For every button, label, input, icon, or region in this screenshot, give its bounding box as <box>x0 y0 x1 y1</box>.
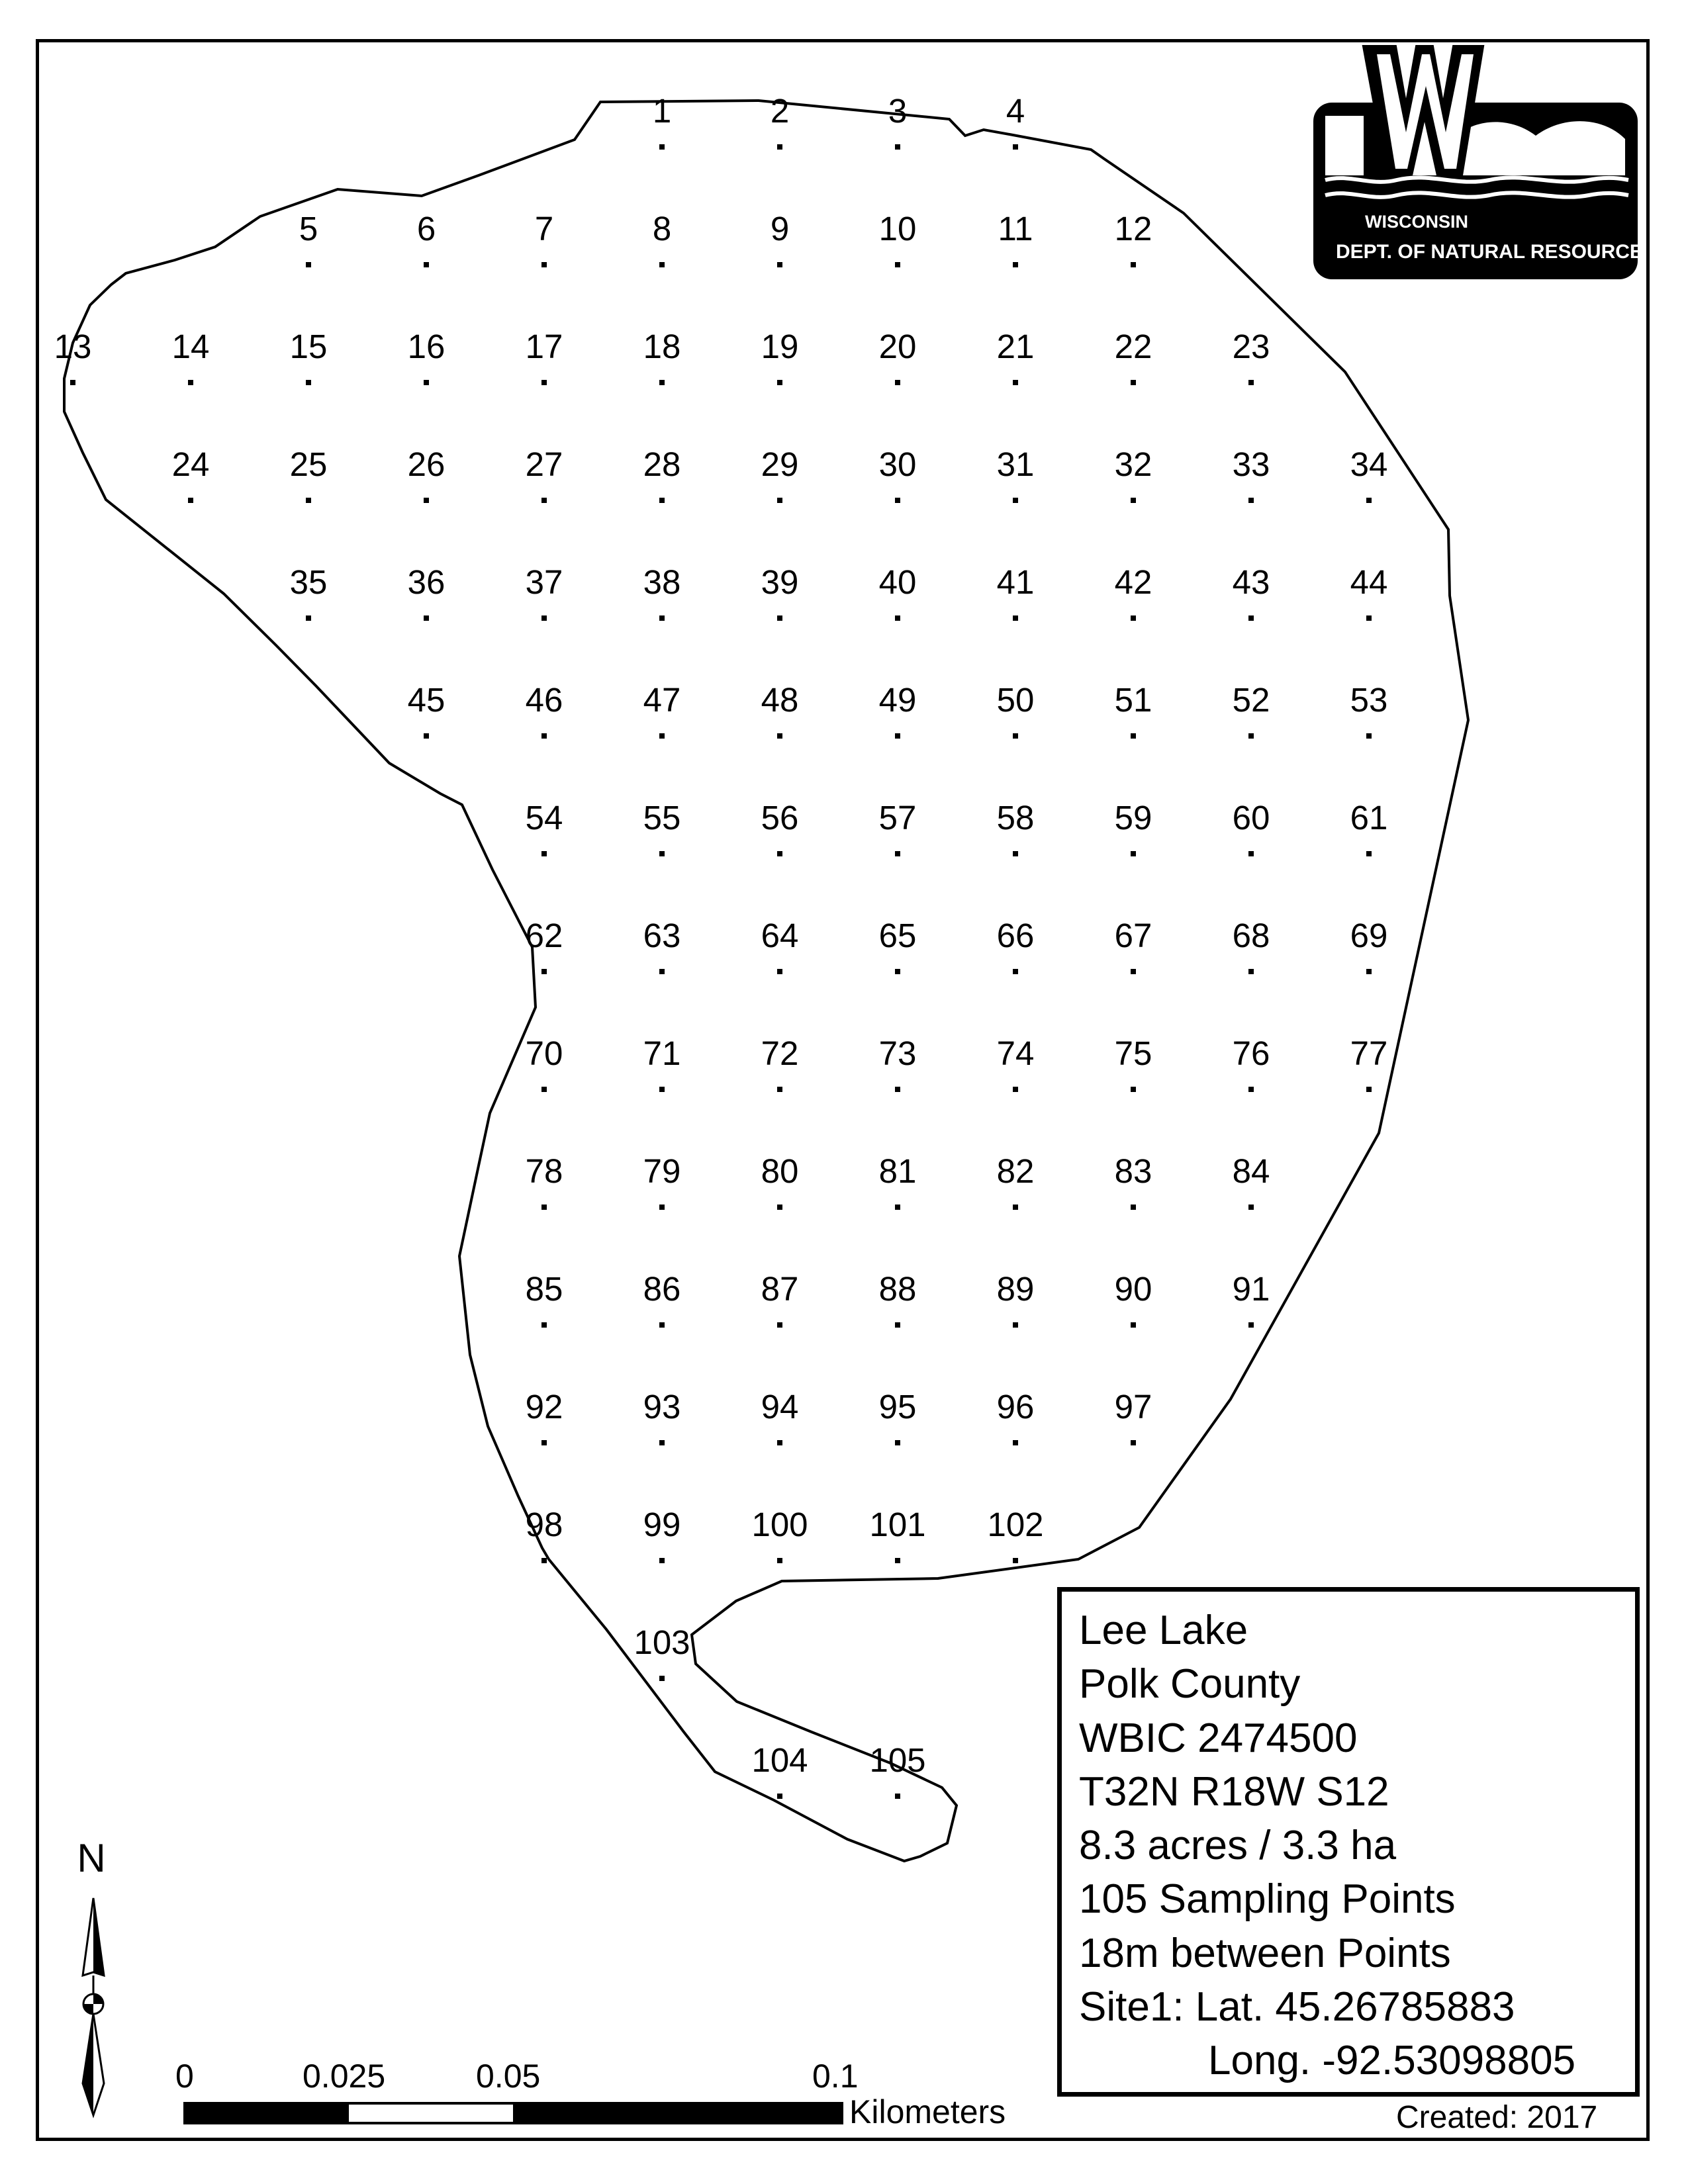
point-label: 45 <box>407 681 445 719</box>
point-label: 75 <box>1114 1034 1152 1072</box>
point-label: 52 <box>1232 681 1270 719</box>
county: Polk County <box>1079 1661 1301 1707</box>
point-label: 92 <box>525 1388 563 1426</box>
point-label: 88 <box>878 1270 917 1308</box>
point-label: 17 <box>525 328 563 365</box>
point-label: 22 <box>1114 328 1152 365</box>
point-label: 94 <box>761 1388 799 1426</box>
point-label: 82 <box>996 1152 1035 1190</box>
point-label: 6 <box>416 210 436 248</box>
point-label: 13 <box>54 328 92 365</box>
point-label: 46 <box>525 681 563 719</box>
point-label: 78 <box>525 1152 563 1190</box>
point-label: 31 <box>996 445 1035 483</box>
point-label: 35 <box>289 563 328 601</box>
point-label: 47 <box>643 681 681 719</box>
scale-tick-005: 0.05 <box>476 2058 541 2095</box>
info-box <box>1057 1587 1640 2097</box>
point-label: 39 <box>761 563 799 601</box>
point-label: 60 <box>1232 799 1270 837</box>
point-label: 14 <box>171 328 210 365</box>
point-label: 5 <box>299 210 318 248</box>
point-label: 21 <box>996 328 1035 365</box>
point-label: 86 <box>643 1270 681 1308</box>
point-label: 15 <box>289 328 328 365</box>
scale-units: Kilometers <box>849 2093 1006 2130</box>
point-label: 44 <box>1350 563 1388 601</box>
point-label: 97 <box>1114 1388 1152 1426</box>
point-label: 4 <box>1006 92 1025 130</box>
point-label: 91 <box>1232 1270 1270 1308</box>
point-label: 41 <box>996 563 1035 601</box>
point-label: 68 <box>1232 917 1270 954</box>
point-label: 26 <box>407 445 445 483</box>
point-label: 84 <box>1232 1152 1270 1190</box>
scale-tick-01: 0.1 <box>812 2058 859 2095</box>
point-label: 93 <box>643 1388 681 1426</box>
scale-tick-0: 0 <box>175 2058 194 2095</box>
lake-name: Lee Lake <box>1079 1608 1248 1653</box>
point-label: 16 <box>407 328 445 365</box>
point-label: 10 <box>878 210 917 248</box>
created-date: Created: 2017 <box>1396 2100 1598 2135</box>
site-latitude: Site1: Lat. 45.26785883 <box>1079 1984 1515 2030</box>
point-label: 42 <box>1114 563 1152 601</box>
point-spacing: 18m between Points <box>1079 1930 1451 1976</box>
point-label: 8 <box>652 210 672 248</box>
point-label: 37 <box>525 563 563 601</box>
point-label: 9 <box>770 210 790 248</box>
point-label: 50 <box>996 681 1035 719</box>
point-label: 80 <box>761 1152 799 1190</box>
wbic: WBIC 2474500 <box>1079 1715 1358 1761</box>
point-label: 43 <box>1232 563 1270 601</box>
scale-tick-0025: 0.025 <box>303 2058 386 2095</box>
point-label: 81 <box>878 1152 917 1190</box>
point-label: 49 <box>878 681 917 719</box>
point-label: 57 <box>878 799 917 837</box>
point-label: 56 <box>761 799 799 837</box>
point-label: 87 <box>761 1270 799 1308</box>
point-label: 73 <box>878 1034 917 1072</box>
north-label: N <box>77 1836 106 1880</box>
point-label: 2 <box>770 92 790 130</box>
point-label: 103 <box>633 1623 690 1661</box>
point-label: 83 <box>1114 1152 1152 1190</box>
point-label: 70 <box>525 1034 563 1072</box>
point-label: 99 <box>643 1506 681 1543</box>
point-label: 51 <box>1114 681 1152 719</box>
point-label: 19 <box>761 328 799 365</box>
point-label: 55 <box>643 799 681 837</box>
point-label: 67 <box>1114 917 1152 954</box>
point-label: 76 <box>1232 1034 1270 1072</box>
point-label: 36 <box>407 563 445 601</box>
point-label: 38 <box>643 563 681 601</box>
point-label: 27 <box>525 445 563 483</box>
point-label: 66 <box>996 917 1035 954</box>
point-label: 32 <box>1114 445 1152 483</box>
point-label: 33 <box>1232 445 1270 483</box>
point-label: 90 <box>1114 1270 1152 1308</box>
point-label: 98 <box>525 1506 563 1543</box>
point-label: 77 <box>1350 1034 1388 1072</box>
point-label: 85 <box>525 1270 563 1308</box>
point-label: 101 <box>869 1506 926 1543</box>
point-label: 40 <box>878 563 917 601</box>
point-label: 24 <box>171 445 210 483</box>
point-label: 61 <box>1350 799 1388 837</box>
point-label: 3 <box>888 92 908 130</box>
point-label: 95 <box>878 1388 917 1426</box>
point-label: 65 <box>878 917 917 954</box>
point-label: 58 <box>996 799 1035 837</box>
point-label: 72 <box>761 1034 799 1072</box>
point-label: 54 <box>525 799 563 837</box>
point-label: 69 <box>1350 917 1388 954</box>
point-label: 62 <box>525 917 563 954</box>
point-label: 96 <box>996 1388 1035 1426</box>
lake-area: 8.3 acres / 3.3 ha <box>1079 1823 1397 1869</box>
logo-line1: WISCONSIN <box>1365 212 1469 232</box>
point-label: 71 <box>643 1034 681 1072</box>
point-label: 74 <box>996 1034 1035 1072</box>
point-label: 48 <box>761 681 799 719</box>
township-range: T32N R18W S12 <box>1079 1768 1389 1815</box>
point-label: 105 <box>869 1741 926 1779</box>
point-label: 23 <box>1232 328 1270 365</box>
point-label: 63 <box>643 917 681 954</box>
point-label: 104 <box>751 1741 808 1779</box>
point-label: 89 <box>996 1270 1035 1308</box>
point-label: 20 <box>878 328 917 365</box>
point-label: 12 <box>1114 210 1152 248</box>
point-label: 18 <box>643 328 681 365</box>
point-label: 29 <box>761 445 799 483</box>
point-label: 64 <box>761 917 799 954</box>
point-label: 28 <box>643 445 681 483</box>
point-label: 79 <box>643 1152 681 1190</box>
point-label: 53 <box>1350 681 1388 719</box>
point-label: 100 <box>751 1506 808 1543</box>
point-label: 25 <box>289 445 328 483</box>
point-label: 7 <box>534 210 554 248</box>
sampling-points-count: 105 Sampling Points <box>1079 1876 1456 1923</box>
point-label: 30 <box>878 445 917 483</box>
logo-line2: DEPT. OF NATURAL RESOURCES <box>1336 241 1656 263</box>
point-label: 11 <box>998 210 1033 248</box>
site-longitude: Long. -92.53098805 <box>1208 2038 1576 2084</box>
point-label: 59 <box>1114 799 1152 837</box>
point-label: 102 <box>987 1506 1044 1543</box>
point-label: 34 <box>1350 445 1388 483</box>
point-label: 1 <box>652 92 672 130</box>
